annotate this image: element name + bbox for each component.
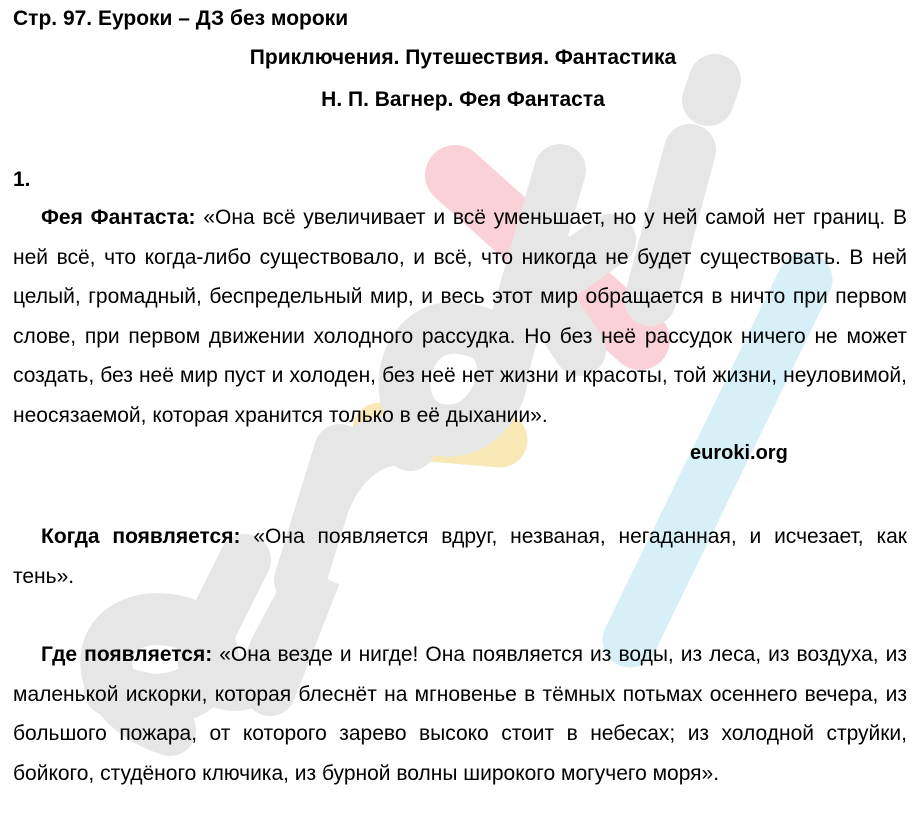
paragraph-term: Фея Фантаста:	[41, 206, 196, 229]
paragraph-text: «Она везде и нигде! Она появляется из воды, из леса, из воздуха, из маленькой искорки, которая блеснёт на мгновенье в тёмных потьмах осеннего вечера, из большого пожара, от которого зарево высоко стоит в небесах; из холодной струйки, бойкого, студёного ключика, из бурной волны широкого могучего моря».	[13, 643, 907, 785]
site-watermark-link: euroki.org	[690, 442, 788, 464]
paragraph-text: «Она появляется вдруг, незваная, негаданная, и исчезает, как тень».	[13, 525, 907, 588]
paragraph-term: Когда появляется:	[41, 525, 241, 548]
paragraph-text: «Она всё увеличивает и всё уменьшает, но у ней самой нет границ. В ней всё, что когда-либо существовало, и всё, что никогда не будет существовать. В ней целый, громадный, беспредельный мир, и весь этот мир обращается в ничто при первом слове, при первом движении холодного рассудка. Но без неё рассудок ничего не может создать, без неё мир пуст и холоден, без неё нет жизни и красоты, той жизни, неуловимой, неосязаемой, которая хранится только в её дыхании».	[13, 206, 908, 427]
subsection-title: Н. П. Вагнер. Фея Фантаста	[321, 88, 605, 111]
answer-paragraph-when	[13, 517, 907, 596]
answer-paragraph-where	[13, 635, 907, 793]
page-header-title: Стр. 97. Еуроки – ДЗ без мороки	[13, 7, 349, 30]
paragraph-term: Где появляется:	[41, 643, 213, 666]
section-title: Приключения. Путешествия. Фантастика	[249, 46, 677, 69]
answer-paragraph-fairy	[13, 198, 907, 436]
question-number: 1.	[13, 168, 31, 191]
